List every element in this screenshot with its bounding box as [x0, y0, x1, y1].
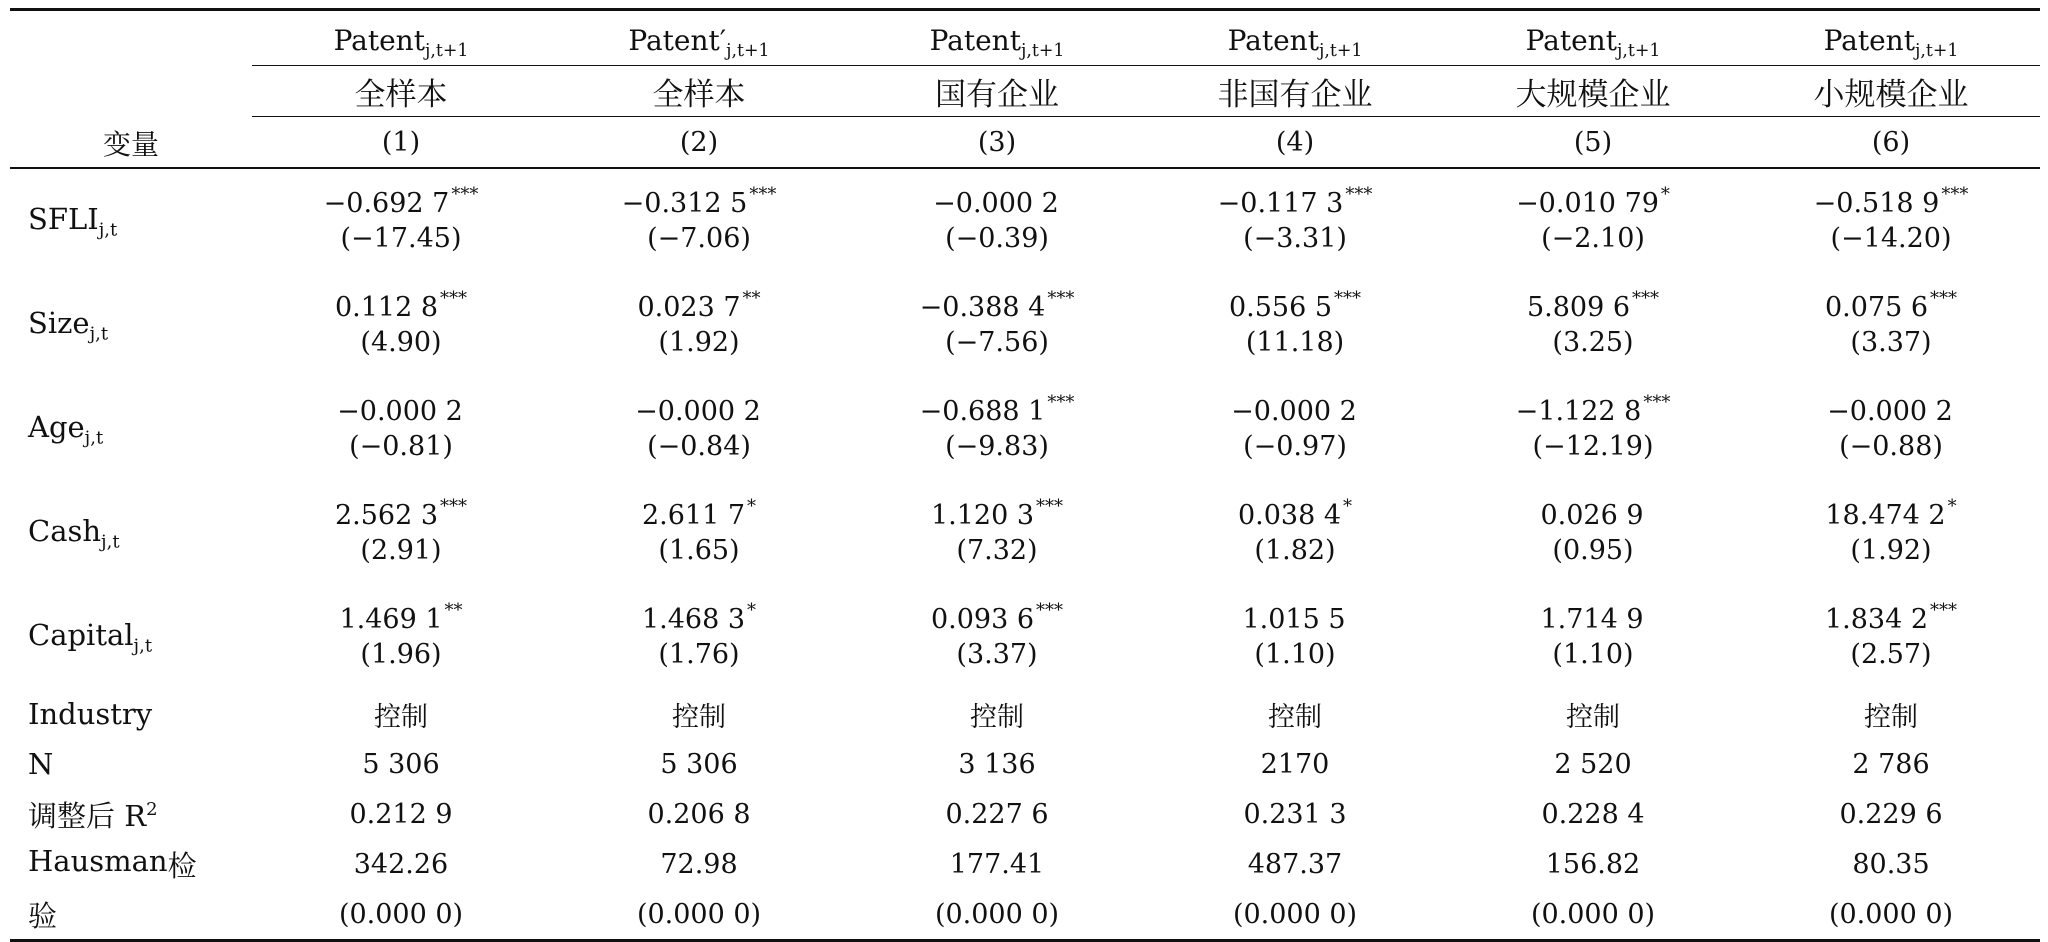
- industry-value: 控制: [1268, 701, 1322, 733]
- t-stat-cell: (1.10): [1254, 639, 1336, 670]
- t-stat-cell: (1.10): [1552, 639, 1634, 670]
- dep-var-3: [848, 10, 1146, 66]
- dep-var-6: [1742, 10, 2040, 66]
- dep-var-base: Patent: [929, 23, 1021, 57]
- industry-value: 控制: [970, 701, 1024, 733]
- hausman-pvalue: (0.000 0): [252, 889, 550, 941]
- n-value: 2170: [1260, 748, 1330, 780]
- t-stat-cell: (7.32): [956, 535, 1038, 566]
- coefficient-value: 0.023 7: [637, 292, 741, 323]
- hausman-label: [10, 839, 252, 889]
- r2-value: 0.231 3: [1243, 798, 1347, 830]
- coefficient-cell: [252, 168, 550, 221]
- variable-header: 变量: [10, 10, 252, 169]
- coefficient-value: 1.015 5: [1242, 604, 1346, 635]
- dep-var-5: [1444, 10, 1742, 66]
- t-stat-cell: (−7.56): [945, 327, 1049, 358]
- coefficient-cell: [550, 585, 848, 637]
- industry-value: 控制: [672, 701, 726, 733]
- coef-row: [10, 481, 2040, 533]
- coefficient-cell: [1146, 585, 1444, 637]
- dep-var-base: Patent: [1525, 23, 1617, 57]
- n-value: 2 786: [1852, 748, 1930, 780]
- hausman-value: 177.41: [949, 848, 1045, 880]
- coefficient-value: −0.010 79: [1516, 188, 1659, 219]
- variable-sub: j,t: [89, 323, 109, 345]
- n-label: N: [28, 747, 54, 781]
- coefficient-cell: [550, 377, 848, 429]
- r2-value: 0.206 8: [647, 798, 751, 830]
- significance-stars: *: [747, 496, 757, 517]
- significance-stars: ***: [1334, 288, 1362, 309]
- dep-var-sub: j,t+1: [1616, 41, 1661, 61]
- coefficient-cell: [1444, 481, 1742, 533]
- t-stat-cell: (−7.06): [647, 223, 751, 254]
- coefficient-value: 0.038 4: [1237, 500, 1342, 531]
- col-num-1: (1): [252, 117, 550, 169]
- dep-var-4: [1146, 10, 1444, 66]
- variable-label: [10, 377, 252, 481]
- n-value: 5 306: [660, 748, 738, 780]
- coefficient-value: 1.469 1: [339, 604, 443, 635]
- dep-var-sub: j,t+1: [1914, 41, 1959, 61]
- t-stat-cell: (−2.10): [1541, 223, 1645, 254]
- significance-stars: ***: [1047, 288, 1075, 309]
- coefficient-value: 5.809 6: [1526, 292, 1631, 323]
- t-stat-row: [10, 533, 2040, 585]
- coefficient-cell: [848, 377, 1146, 429]
- t-stat-cell: (1.65): [658, 535, 740, 566]
- dep-var-2: [550, 10, 848, 66]
- dep-var-base: Patent: [333, 23, 425, 57]
- dep-var-sub: j,t+1: [424, 41, 469, 61]
- coefficient-value: 1.714 9: [1540, 604, 1644, 635]
- t-stat-cell: (−12.19): [1532, 431, 1654, 462]
- dep-var-base: Patent′: [628, 23, 727, 57]
- coefficient-value: −0.000 2: [337, 396, 463, 427]
- r2-label-sup: 2: [146, 798, 158, 820]
- variable-label: [10, 481, 252, 585]
- significance-stars: ***: [440, 288, 468, 309]
- coefficient-cell: [848, 481, 1146, 533]
- significance-stars: ***: [1930, 600, 1958, 621]
- t-stat-cell: (1.92): [1850, 535, 1932, 566]
- industry-value: 控制: [374, 701, 428, 733]
- table-body: [10, 168, 2040, 941]
- t-stat-cell: (−14.20): [1830, 223, 1952, 254]
- coefficient-value: 0.075 6: [1824, 292, 1929, 323]
- significance-stars: **: [444, 600, 463, 621]
- coefficient-value: 1.468 3: [641, 604, 746, 635]
- variable-label: [10, 585, 252, 689]
- significance-stars: ***: [1047, 392, 1075, 413]
- significance-stars: ***: [749, 184, 777, 205]
- coefficient-cell: [848, 273, 1146, 325]
- col-num-6: (6): [1742, 117, 2040, 169]
- t-stat-cell: (4.90): [360, 327, 442, 358]
- t-stat-cell: (−0.84): [647, 431, 751, 462]
- r2-value: 0.228 4: [1541, 798, 1645, 830]
- coefficient-cell: [252, 481, 550, 533]
- regression-table: [10, 8, 2040, 942]
- significance-stars: ***: [1643, 392, 1671, 413]
- significance-stars: ***: [440, 496, 468, 517]
- r2-label: [10, 789, 252, 839]
- coefficient-value: −0.117 3: [1217, 188, 1344, 219]
- r2-row: [10, 789, 2040, 839]
- coef-row: [10, 273, 2040, 325]
- col-num-2: (2): [550, 117, 848, 169]
- t-stat-cell: (−0.81): [349, 431, 453, 462]
- t-stat-cell: (2.57): [1850, 639, 1932, 670]
- significance-stars: *: [1947, 496, 1957, 517]
- significance-stars: ***: [1632, 288, 1660, 309]
- r2-value: 0.229 6: [1839, 798, 1943, 830]
- t-stat-row: [10, 325, 2040, 377]
- table-header: [10, 10, 2040, 169]
- significance-stars: ***: [1930, 288, 1958, 309]
- coefficient-value: −0.000 2: [1231, 396, 1357, 427]
- header-row-dependent: [10, 10, 2040, 66]
- coefficient-value: 0.556 5: [1228, 292, 1333, 323]
- dep-var-sub: j,t+1: [1318, 41, 1363, 61]
- industry-label: Industry: [28, 697, 153, 731]
- t-stat-cell: (1.96): [360, 639, 442, 670]
- significance-stars: **: [742, 288, 761, 309]
- industry-value: 控制: [1566, 701, 1620, 733]
- coefficient-cell: [550, 273, 848, 325]
- coefficient-value: 18.474 2: [1825, 500, 1946, 531]
- t-stat-cell: (1.92): [658, 327, 740, 358]
- n-value: 3 136: [958, 748, 1036, 780]
- dep-var-sub: j,t+1: [726, 41, 770, 61]
- coefficient-cell: [848, 168, 1146, 221]
- coefficient-cell: [550, 481, 848, 533]
- coefficient-value: 1.834 2: [1824, 604, 1929, 635]
- variable-sub: j,t: [101, 531, 120, 553]
- coef-row: [10, 585, 2040, 637]
- header-row-sample: [10, 66, 2040, 117]
- coefficient-value: 0.112 8: [334, 292, 439, 323]
- variable-base: SFLI: [28, 201, 99, 236]
- coefficient-value: −0.312 5: [621, 188, 748, 219]
- coefficient-cell: [1444, 168, 1742, 221]
- t-stat-cell: (3.37): [956, 639, 1038, 670]
- variable-base: Size: [28, 305, 90, 340]
- significance-stars: *: [747, 600, 757, 621]
- hausman-pvalue: (0.000 0): [1444, 889, 1742, 941]
- coefficient-cell: [1444, 273, 1742, 325]
- col-num-4: (4): [1146, 117, 1444, 169]
- coefficient-cell: [1146, 481, 1444, 533]
- t-stat-cell: (−17.45): [340, 223, 462, 254]
- coefficient-value: 2.611 7: [641, 500, 746, 531]
- coef-row: [10, 377, 2040, 429]
- hausman-row: [10, 839, 2040, 889]
- hausman-pvalue: (0.000 0): [848, 889, 1146, 941]
- coefficient-cell: [1742, 273, 2040, 325]
- t-stat-row: [10, 429, 2040, 481]
- coef-row: [10, 168, 2040, 221]
- coefficient-value: −1.122 8: [1515, 396, 1642, 427]
- coefficient-value: 2.562 3: [334, 500, 439, 531]
- coefficient-value: −0.000 2: [933, 188, 1059, 219]
- coefficient-cell: [252, 377, 550, 429]
- hausman-pvalue: (0.000 0): [550, 889, 848, 941]
- coefficient-value: −0.000 2: [635, 396, 761, 427]
- coefficient-cell: [1444, 377, 1742, 429]
- coefficient-value: −0.688 1: [919, 396, 1046, 427]
- t-stat-row: [10, 637, 2040, 689]
- t-stat-cell: (−0.97): [1243, 431, 1347, 462]
- coefficient-cell: [1444, 585, 1742, 637]
- sample-6: 小规模企业: [1742, 66, 2040, 117]
- significance-stars: ***: [1036, 496, 1064, 517]
- t-stat-cell: (−9.83): [945, 431, 1049, 462]
- n-value: 5 306: [362, 748, 440, 780]
- sample-1: 全样本: [252, 66, 550, 117]
- industry-value: 控制: [1864, 701, 1918, 733]
- coefficient-cell: [550, 168, 848, 221]
- sample-5: 大规模企业: [1444, 66, 1742, 117]
- t-stat-cell: (−0.88): [1839, 431, 1943, 462]
- significance-stars: ***: [1941, 184, 1969, 205]
- hausman-value: 487.37: [1247, 848, 1343, 880]
- sample-3: 国有企业: [848, 66, 1146, 117]
- variable-base: Capital: [28, 617, 134, 652]
- hausman-label-a: Hausman: [28, 843, 168, 878]
- t-stat-cell: (3.37): [1850, 327, 1932, 358]
- coefficient-cell: [1146, 377, 1444, 429]
- significance-stars: ***: [1345, 184, 1373, 205]
- coefficient-cell: [1742, 377, 2040, 429]
- t-stat-row: [10, 221, 2040, 273]
- dep-var-1: [252, 10, 550, 66]
- sample-4: 非国有企业: [1146, 66, 1444, 117]
- significance-stars: ***: [451, 184, 479, 205]
- t-stat-cell: (1.76): [658, 639, 740, 670]
- hausman-value: 156.82: [1545, 848, 1641, 880]
- hausman-pvalue: (0.000 0): [1146, 889, 1444, 941]
- coefficient-cell: [1146, 273, 1444, 325]
- t-stat-cell: (2.91): [360, 535, 442, 566]
- significance-stars: *: [1660, 184, 1670, 205]
- coefficient-value: −0.692 7: [323, 188, 450, 219]
- hausman-label-b: 检: [167, 848, 197, 883]
- col-num-3: (3): [848, 117, 1146, 169]
- coefficient-value: −0.388 4: [919, 292, 1046, 323]
- variable-base: Age: [28, 409, 85, 444]
- sample-2: 全样本: [550, 66, 848, 117]
- t-stat-cell: (−3.31): [1243, 223, 1347, 254]
- coefficient-value: −0.000 2: [1827, 396, 1953, 427]
- variable-sub: j,t: [133, 635, 153, 657]
- dep-var-base: Patent: [1227, 23, 1319, 57]
- t-stat-cell: (−0.39): [945, 223, 1049, 254]
- r2-value: 0.212 9: [349, 798, 453, 830]
- r2-label-text: 调整后 R: [28, 798, 147, 833]
- dep-var-base: Patent: [1823, 23, 1915, 57]
- coefficient-value: 0.026 9: [1540, 500, 1644, 531]
- coefficient-cell: [252, 273, 550, 325]
- coefficient-cell: [848, 585, 1146, 637]
- hausman-value: 80.35: [1852, 848, 1930, 880]
- t-stat-cell: (1.82): [1254, 535, 1336, 566]
- coefficient-value: 1.120 3: [930, 500, 1035, 531]
- coefficient-cell: [1742, 168, 2040, 221]
- variable-base: Cash: [28, 513, 102, 548]
- significance-stars: *: [1343, 496, 1353, 517]
- variable-label: [10, 273, 252, 377]
- hausman-pvalue: (0.000 0): [1742, 889, 2040, 941]
- coefficient-cell: [1146, 168, 1444, 221]
- variable-sub: j,t: [98, 219, 118, 241]
- t-stat-cell: (0.95): [1552, 535, 1634, 566]
- t-stat-cell: (3.25): [1552, 327, 1634, 358]
- industry-row: [10, 689, 2040, 739]
- r2-value: 0.227 6: [945, 798, 1049, 830]
- hausman-value: 342.26: [353, 848, 449, 880]
- hausman-value: 72.98: [660, 848, 738, 880]
- coefficient-cell: [252, 585, 550, 637]
- dep-var-sub: j,t+1: [1020, 41, 1065, 61]
- col-num-5: (5): [1444, 117, 1742, 169]
- variable-label: [10, 168, 252, 273]
- hausman-label-cont: 验: [10, 889, 252, 941]
- n-row: [10, 739, 2040, 789]
- coefficient-cell: [1742, 585, 2040, 637]
- t-stat-cell: (11.18): [1245, 327, 1345, 358]
- n-value: 2 520: [1554, 748, 1632, 780]
- coefficient-cell: [1742, 481, 2040, 533]
- variable-sub: j,t: [84, 427, 104, 449]
- hausman-p-row: [10, 889, 2040, 941]
- coefficient-value: 0.093 6: [930, 604, 1035, 635]
- header-row-column-number: [10, 117, 2040, 169]
- coefficient-value: −0.518 9: [1813, 188, 1940, 219]
- significance-stars: ***: [1036, 600, 1064, 621]
